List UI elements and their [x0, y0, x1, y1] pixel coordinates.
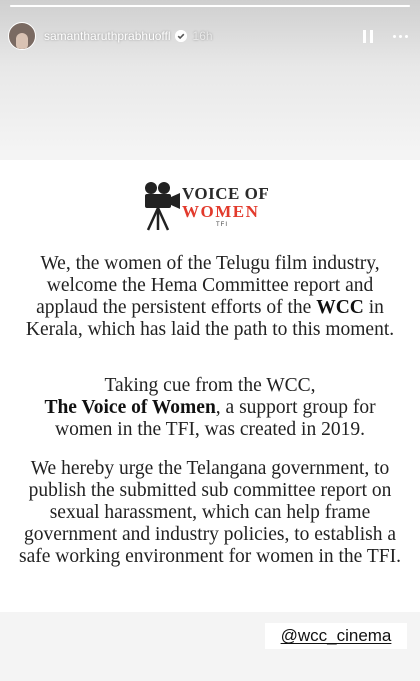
pause-icon[interactable] — [358, 26, 378, 46]
story-progress-fill — [10, 5, 410, 7]
statement-paragraph-2: Taking cue from the WCC, The Voice of Women, a support group for women in the TFI, was created in 2019. — [44, 375, 376, 440]
story-progress-bar — [10, 5, 410, 7]
mention-label: @wcc_cinema — [280, 626, 392, 645]
story-header — [8, 20, 412, 52]
post-time: 16h — [192, 29, 213, 43]
avatar[interactable] — [8, 22, 36, 50]
film-camera-icon — [142, 180, 182, 232]
statement-paragraph-1: We, the women of the Telugu film industry, welcome the Hema Committee report and applaud the persistent efforts of the WCC in Kerala, which has laid the path to this moment. — [25, 253, 395, 340]
verified-badge-icon — [175, 30, 187, 42]
logo-line-2: WOMEN — [182, 202, 260, 221]
logo-sub: TFI — [216, 222, 228, 228]
username[interactable]: samantharuthprabhuoffl — [44, 29, 171, 43]
statement-paragraph-3: We hereby urge the Telangana government, to publish the submitted sub committee report on sexual harassment, which can help frame government and industry policies, to establish a safe working environment for women in the TFI. — [19, 458, 401, 567]
mention-sticker[interactable] — [265, 623, 407, 649]
more-options-icon[interactable] — [388, 26, 412, 46]
voice-of-women-logo — [142, 180, 278, 236]
statement-card — [0, 160, 420, 612]
logo-line-1: VOICE OF — [182, 184, 270, 203]
